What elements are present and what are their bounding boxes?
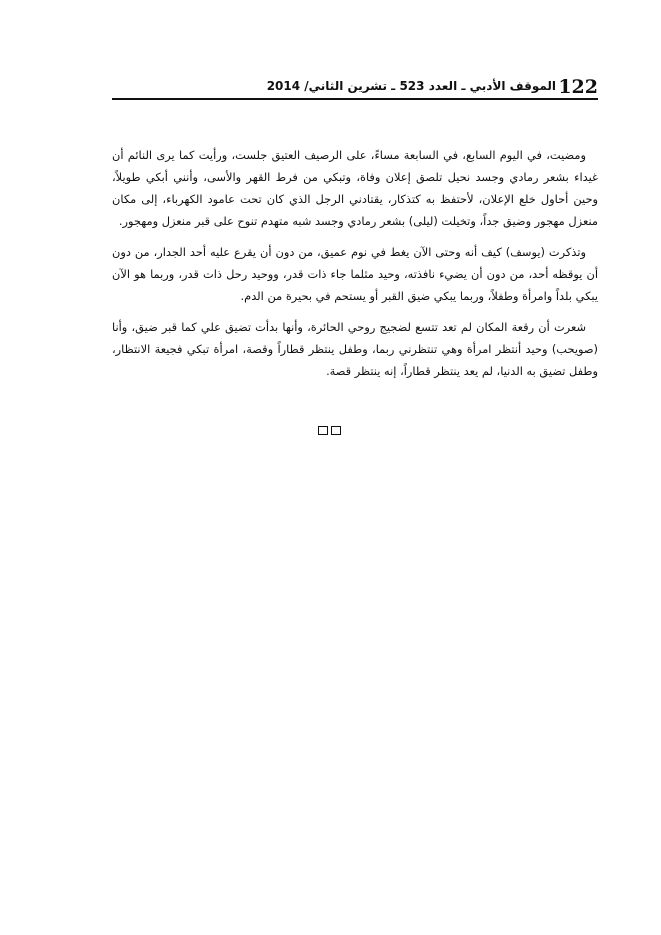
paragraph-1: ومضيت، في اليوم السابع، في السابعة مساءً، على الرصيف العتيق جلست، ورأيت كما يرى النائم أن غيداء بشعر رمادي وجسد نحيل تلصق إعلان وفاة، وتبكي من فرط القهر والأسى، وأنني أبكي طويلاً، وحين أحاول خلع الإعلان، لأحتفظ به كتذكار، يقتادني الرجل الذي كان تحت عامود الكهرباء، إلى مكان منعزل مهجور وضيق جداً، وتخيلت (ليلى) بشعر رمادي وجسد شبه متهدم تنوح على قبر منعزل ومهجور. [112, 148, 598, 228]
header-rule [112, 98, 598, 100]
paragraph-3: شعرت أن رقعة المكان لم تعد تتسع لضجيج روحي الحائرة، وأنها بدأت تضيق علي كما قبر ضيق، وأنا (صويحب) وحيد أنتظر امرأة وهي تنتظرني ربما، وطفل ينتظر قطاراً وقصة، امرأة تبكي فجيعة الانتظار، وطفل تضيق به الدنيا، لم يعد ينتظر قطاراً، إنه ينتظر قصة. [112, 320, 598, 378]
running-head: الموقف الأدبي ـ العدد 523 ـ تشرين الثاني/ 2014 [266, 79, 556, 93]
page-header [112, 74, 598, 100]
page-number: 122 [558, 76, 598, 98]
paragraph-2: وتذكرت (يوسف) كيف أنه وحتى الآن يغط في نوم عميق، من دون أن يقرع عليه أحد الجدار، من دون أن يوقظه أحد، من دون أن يضيء نافذته، وحيد مثلما جاء ذات قدر، ووحيد رحل ذات قدر، وربما هو الآن يبكي بلداً وامرأة وطفلاً، وربما يبكي ضيق القبر أو يستحم في بحيرة من الدم. [112, 245, 598, 303]
article-body [112, 144, 598, 391]
end-square-icon [318, 426, 328, 435]
end-of-article-mark [318, 426, 344, 438]
end-square-icon [331, 426, 341, 435]
